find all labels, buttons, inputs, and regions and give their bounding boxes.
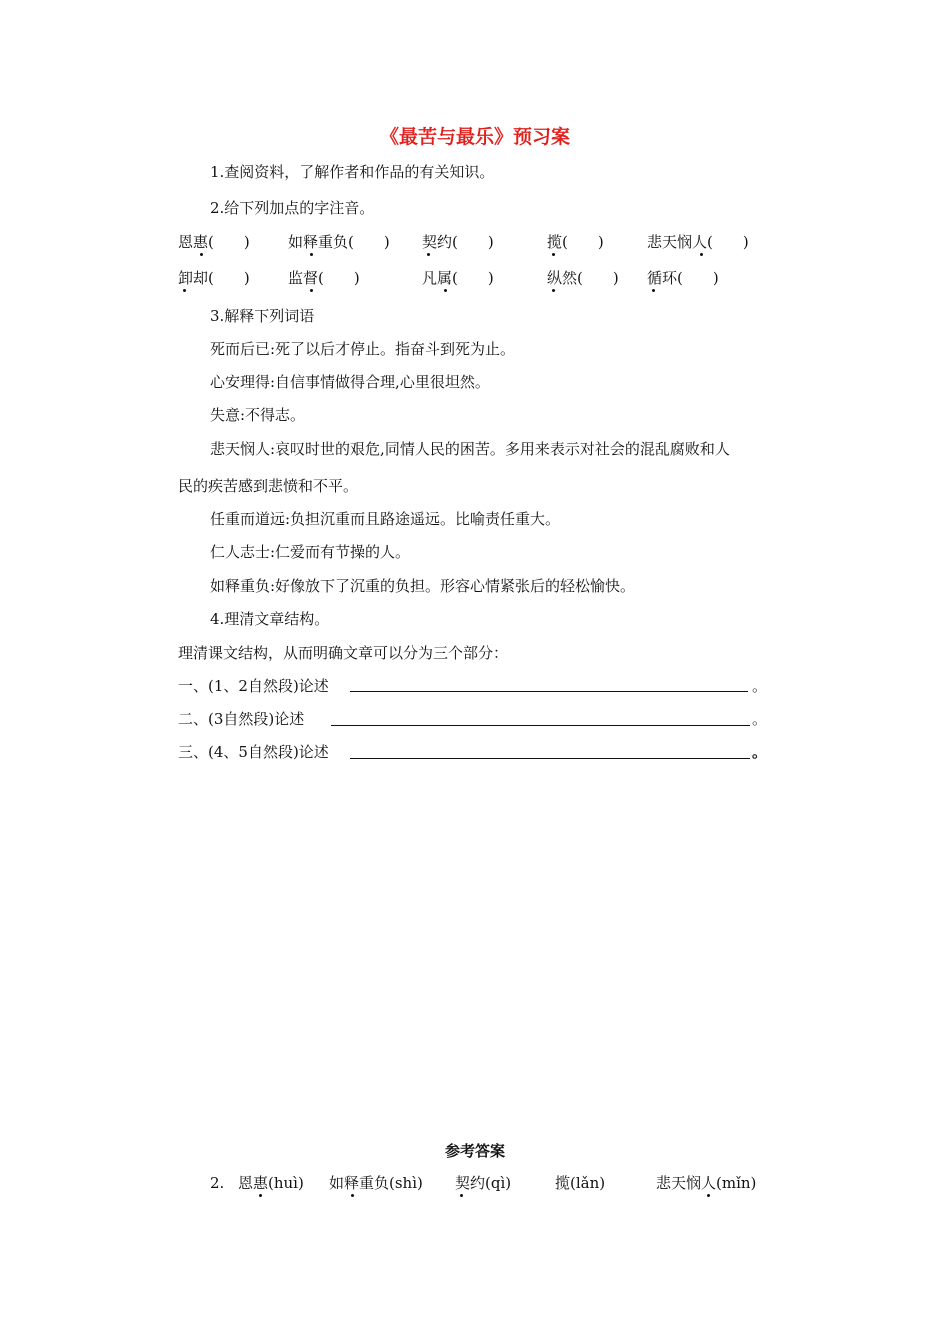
answer-item: 恩惠(huì)	[238, 1174, 304, 1192]
pinyin-item: 悲天悯人( )	[647, 233, 749, 251]
structure-intro: 理清课文结构，从而明确文章可以分为三个部分：	[178, 644, 509, 662]
definition: 仁人志士:仁爱而有节操的人。	[210, 543, 411, 561]
emphasis-dot	[700, 253, 703, 256]
answer-title: 参考答案	[444, 1142, 505, 1160]
definition: 如释重负:好像放下了沉重的负担。形容心情紧张后的轻松愉快。	[210, 577, 636, 595]
question-4: 4.理清文章结构。	[210, 610, 330, 628]
fill-blank[interactable]	[331, 725, 750, 726]
part-label: 三、(4、5自然段)论述	[178, 743, 329, 761]
answer-item: 悲天悯人(mǐn)	[656, 1174, 757, 1192]
answer-number: 2.	[210, 1174, 225, 1192]
definition: 心安理得:自信事情做得合理,心里很坦然。	[210, 373, 490, 391]
emphasis-dot	[427, 253, 430, 256]
definition: 任重而道远:负担沉重而且路途遥远。比喻责任重大。	[210, 510, 561, 528]
emphasis-dot	[310, 289, 313, 292]
definition-continued: 民的疾苦感到悲愤和不平。	[178, 477, 359, 495]
question-3: 3.解释下列词语	[210, 307, 315, 325]
part-end: 。	[752, 743, 768, 761]
part-label: 二、(3自然段)论述	[178, 710, 305, 728]
part-end: 。	[752, 710, 768, 728]
pinyin-item: 监督( )	[288, 269, 360, 287]
part-end: 。	[752, 677, 768, 695]
definition: 失意:不得志。	[210, 406, 306, 424]
emphasis-dot	[200, 253, 203, 256]
pinyin-item: 恩惠( )	[178, 233, 250, 251]
emphasis-dot	[183, 289, 186, 292]
pinyin-item: 卸却( )	[178, 269, 250, 287]
part-label: 一、(1、2自然段)论述	[178, 677, 329, 695]
emphasis-dot	[444, 289, 447, 292]
definition: 悲天悯人:哀叹时世的艰危,同情人民的困苦。多用来表示对社会的混乱腐败和人	[210, 440, 730, 458]
emphasis-dot	[351, 1194, 354, 1197]
emphasis-dot	[652, 289, 655, 292]
pinyin-item: 凡属( )	[422, 269, 494, 287]
answer-item: 如释重负(shì)	[329, 1174, 423, 1192]
page-title: 《最苦与最乐》预习案	[379, 126, 570, 148]
emphasis-dot	[552, 289, 555, 292]
question-1: 1.查阅资料，了解作者和作品的有关知识。	[210, 163, 495, 181]
answer-item: 揽(lǎn)	[555, 1174, 606, 1192]
emphasis-dot	[707, 1194, 710, 1197]
emphasis-dot	[259, 1194, 262, 1197]
pinyin-item: 如释重负( )	[288, 233, 390, 251]
pinyin-item: 契约( )	[422, 233, 494, 251]
pinyin-item: 揽( )	[547, 233, 604, 251]
emphasis-dot	[460, 1194, 463, 1197]
answer-item: 契约(qì)	[455, 1174, 512, 1192]
fill-blank[interactable]	[350, 758, 750, 759]
emphasis-dot	[552, 253, 555, 256]
definition: 死而后已:死了以后才停止。指奋斗到死为止。	[210, 340, 516, 358]
fill-blank[interactable]	[350, 691, 748, 692]
question-2: 2.给下列加点的字注音。	[210, 199, 375, 217]
emphasis-dot	[310, 253, 313, 256]
pinyin-item: 纵然( )	[547, 269, 619, 287]
pinyin-item: 循环( )	[647, 269, 719, 287]
